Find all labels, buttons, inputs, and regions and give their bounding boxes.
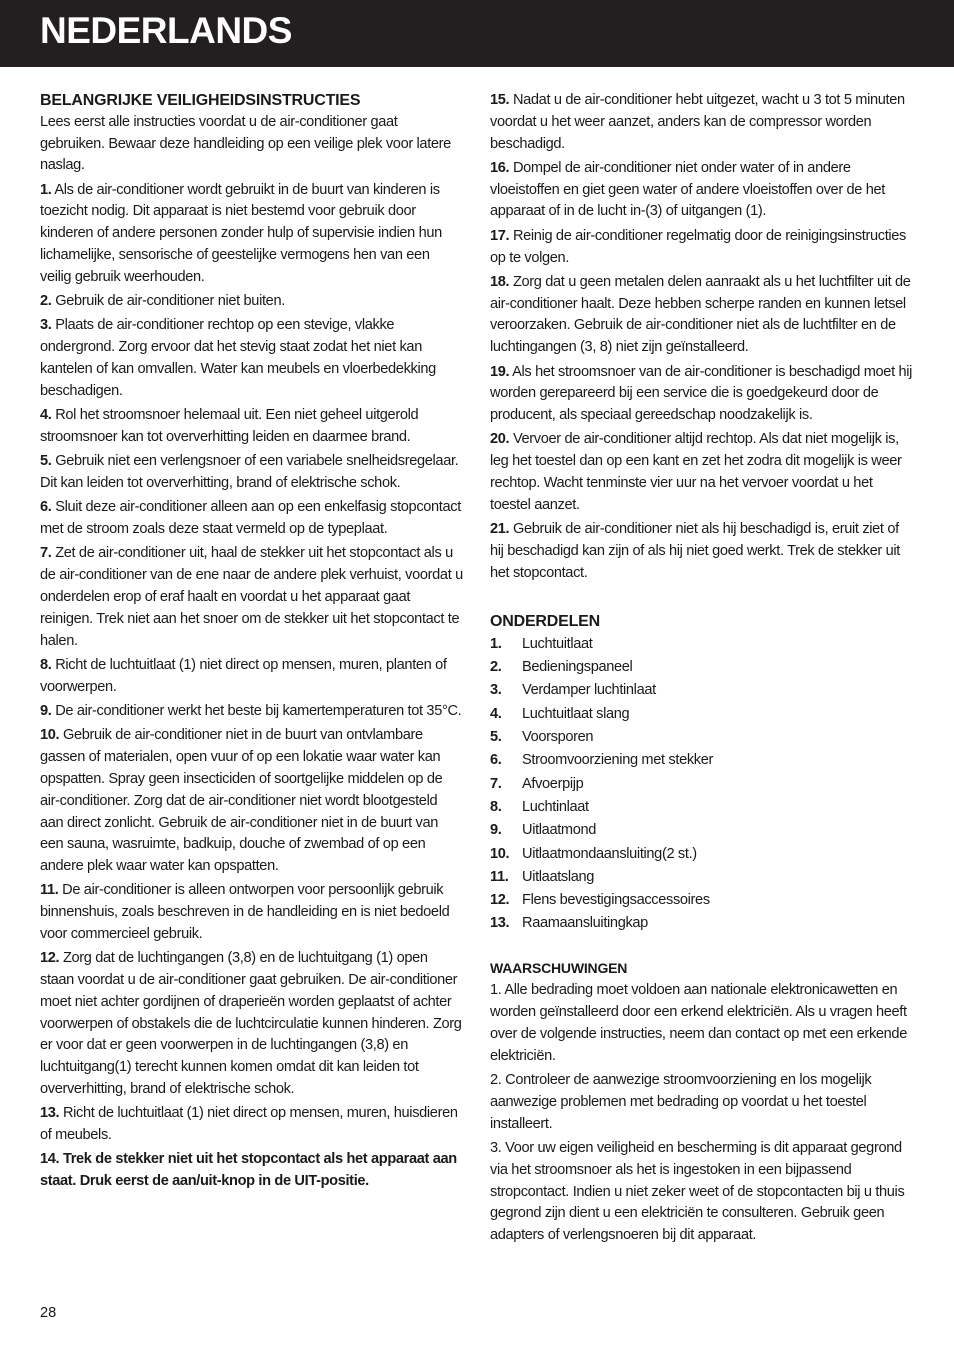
safety-item [40, 180, 464, 289]
part-label: Uitlaatslang [522, 868, 595, 885]
list-item [490, 889, 914, 912]
list-item [490, 866, 914, 889]
item-text: Vervoer de air-conditioner altijd rechtop. Als dat niet mogelijk is, leg het toestel dan op een kant en zet het zodra dit mogelijk is weer rechtop. Wacht tenminste vier uur na het vervoer voordat u het toestel aanzet. [490, 431, 902, 513]
safety-item [40, 725, 464, 878]
item-number: 17. [490, 227, 510, 244]
part-number: 1. [490, 635, 502, 652]
list-item [490, 703, 914, 726]
item-number: 2. [40, 293, 52, 310]
part-label: Afvoerpijp [522, 775, 584, 792]
warnings-heading: WAARSCHUWINGEN [490, 959, 628, 976]
item-text: De air-conditioner werkt het beste bij kamertemperaturen tot 35°C. [51, 703, 462, 720]
item-number: 6. [40, 499, 52, 516]
list-item [490, 843, 914, 866]
item-text: Zet de air-conditioner uit, haal de stekker uit het stopcontact als u de air-conditioner van de ene naar de andere plek verhuist, voordat u onderdelen erop of eraf haalt en voordat u het apparaat gaat reinigen. Trek niet aan het snoer om de stekker uit het stopcontact te halen. [40, 545, 463, 649]
item-text: Gebruik de air-conditioner niet als hij beschadigd is, eruit ziet of hij beschadigd kan zijn of als hij niet goed werkt. Trek de stekker uit het stopcontact. [490, 521, 900, 581]
part-number: 5. [490, 729, 502, 746]
part-number: 4. [490, 705, 502, 722]
safety-item [40, 880, 464, 945]
part-number: 2. [490, 659, 502, 676]
right-column [490, 90, 914, 1250]
safety-item-warning [40, 1149, 464, 1193]
item-text: Zorg dat de luchtingangen (3,8) en de luchtuitgang (1) open staan voordat u de air-conditioner gaat gebruiken. De air-conditioner moet niet achter gordijnen of draperieën worden geplaatst of achter voorwerpen of obstakels die de luchtcirculatie kunnen hinderen. Zorg er voor dat er geen voorwerpen in de luchtingangen (3,8) en luchtuitgang(1) terecht kunnen komen omdat dit kan leiden tot oververhitting, brand of elektrische schok. [40, 950, 462, 1098]
item-number: 11. [40, 882, 59, 899]
safety-item [490, 519, 914, 584]
safety-item [40, 497, 464, 541]
part-label: Stroomvoorziening met stekker [522, 752, 713, 769]
page-number: 28 [40, 1305, 57, 1321]
item-text: Rol het stroomsnoer helemaal uit. Een niet geheel uitgerold stroomsnoer kan tot oververhitting leiden en daarmee brand. [40, 407, 419, 445]
item-number: 5. [40, 453, 52, 470]
safety-item [40, 1103, 464, 1147]
item-text: Zorg dat u geen metalen delen aanraakt als u het luchtfilter uit de air-conditioner haalt. Deze hebben scherpe randen en kunnen letsel veroorzaken. Gebruik de air-conditioner niet als de luchtfilter en de luchtingangen (3, 8) niet zijn geïnstalleerd. [490, 273, 911, 356]
safety-item [40, 655, 464, 699]
part-label: Raamaansluitingkap [522, 915, 648, 932]
part-number: 11. [490, 868, 509, 885]
left-column [40, 90, 464, 1196]
item-text: Als het stroomsnoer van de air-conditioner is beschadigd moet hij worden gerepareerd bij een service die is goedgekeurd door de producent, als speciaal gereedschap noodzakelijk is. [490, 363, 913, 424]
item-text: Gebruik de air-conditioner niet in de buurt van ontvlambare gassen of materialen, open vuur of op een lokatie waar water kan opspatten. Spray geen insecticiden of soortgelijke middelen op de air-conditioner. Zorg dat de air-conditioner niet wordt blootgesteld aan direct zonlicht. Gebruik de air-conditioner niet in de buurt van een sauna, wasruimte, badkuip, douche of zwembad of op een andere plek waar water kan opspatten. [40, 727, 443, 875]
list-item [490, 633, 914, 656]
safety-item [490, 226, 914, 270]
item-text: Dompel de air-conditioner niet onder water of in andere vloeistoffen en giet geen water of andere vloeistoffen over de het apparaat of in de lucht in-(3) of uitgangen (1). [490, 159, 886, 220]
item-text: Nadat u de air-conditioner hebt uitgezet, wacht u 3 tot 5 minuten voordat u het weer aanzet, anders kan de compressor worden beschadigd. [490, 92, 905, 152]
part-number: 10. [490, 845, 510, 862]
list-item [490, 656, 914, 679]
part-number: 6. [490, 752, 502, 769]
warning-item: 3. Voor uw eigen veiligheid en bescherming is dit apparaat gegrond via het stroomsnoer als het is ingestoken in een bijpassend stropcontact. Indien u niet zeker weet of de stopcontacten bij u thuis gegrond zijn dient u een elektriciën te consulteren. Gebruik geen adapters of verlengsnoeren bij dit apparaat. [490, 1140, 905, 1244]
item-text: Sluit deze air-conditioner alleen aan op een enkelfasig stopcontact met de stroom zoals deze staat vermeld op de typeplaat. [40, 499, 461, 538]
safety-item [40, 451, 464, 495]
safety-item [490, 362, 914, 427]
part-label: Bedieningspaneel [522, 659, 633, 676]
list-item [490, 679, 914, 702]
part-number: 8. [490, 798, 502, 815]
part-label: Luchtinlaat [522, 798, 589, 815]
part-label: Verdamper luchtinlaat [522, 682, 656, 699]
item-number: 18. [490, 273, 510, 290]
part-number: 3. [490, 682, 502, 699]
item-number: 14. [40, 1151, 60, 1168]
item-number: 20. [490, 431, 510, 448]
part-number: 7. [490, 775, 502, 792]
item-number: 19. [490, 363, 510, 380]
item-text: Reinig de air-conditioner regelmatig door de reinigingsinstructies op te volgen. [490, 227, 906, 266]
safety-intro: Lees eerst alle instructies voordat u de air-conditioner gaat gebruiken. Bewaar deze handleiding op een veilige plek voor latere naslag. [40, 113, 451, 174]
item-number: 4. [40, 407, 52, 424]
item-number: 1. [40, 181, 52, 198]
list-item [490, 912, 914, 935]
item-text: Richt de luchtuitlaat (1) niet direct op mensen, muren, planten of voorwerpen. [40, 656, 447, 695]
item-text: Trek de stekker niet uit het stopcontact als het apparaat aan staat. Druk eerst de aan/uit-knop in de UIT-positie. [40, 1151, 457, 1190]
item-number: 10. [40, 727, 60, 744]
item-number: 13. [40, 1105, 60, 1122]
part-number: 12. [490, 892, 510, 909]
item-number: 9. [40, 703, 52, 720]
item-number: 16. [490, 159, 510, 176]
item-text: De air-conditioner is alleen ontworpen voor persoonlijk gebruik binnenshuis, zoals beschreven in de handleiding en is niet bedoeld voor commercieel gebruik. [40, 882, 450, 942]
item-number: 15. [490, 92, 510, 108]
part-label: Uitlaatmondaansluiting(2 st.) [522, 845, 697, 862]
item-text: Gebruik niet een verlengsnoer of een variabele snelheidsregelaar. Dit kan leiden tot oververhitting, brand of elektrische schok. [40, 453, 459, 492]
safety-item [40, 948, 464, 1101]
safety-item [490, 272, 914, 359]
warning-item: 1. Alle bedrading moet voldoen aan nationale elektronicawetten en worden geïnstalleerd door een erkend elektriciën. Als u vragen heeft over de volgende instructies, neem dan contact op met een erkende elektriciën. [490, 982, 907, 1064]
item-number: 8. [40, 656, 52, 673]
safety-item [40, 701, 464, 723]
item-number: 7. [40, 545, 52, 562]
safety-item [490, 429, 914, 516]
item-text: Gebruik de air-conditioner niet buiten. [51, 293, 285, 310]
item-number: 12. [40, 950, 60, 967]
item-text: Richt de luchtuitlaat (1) niet direct op mensen, muren, huisdieren of meubels. [40, 1105, 458, 1144]
part-label: Luchtuitlaat [522, 635, 593, 652]
part-label: Flens bevestigingsaccessoires [522, 892, 710, 909]
item-text: Plaats de air-conditioner rechtop op een stevige, vlakke ondergrond. Zorg ervoor dat het stevig staat zodat het niet kan kantelen of kan omvallen. Water kan meubels en vloerbedekking beschadigen. [40, 317, 436, 399]
safety-item [40, 405, 464, 449]
part-label: Luchtuitlaat slang [522, 705, 630, 722]
parts-heading: ONDERDELEN [490, 613, 601, 631]
list-item [490, 749, 914, 772]
page-title: NEDERLANDS [40, 10, 292, 51]
item-text: Als de air-conditioner wordt gebruikt in de buurt van kinderen is toezicht nodig. Dit apparaat is niet bestemd voor gebruik door kinderen of andere personen zonder hulp of supervisie indien hun lichamelijke, sensorische of geestelijke vermogens hen van een veilig gebruik weerhouden. [40, 181, 442, 285]
safety-heading: BELANGRIJKE VEILIGHEIDSINSTRUCTIES [40, 92, 361, 109]
safety-item [40, 291, 464, 313]
part-label: Uitlaatmond [522, 822, 597, 839]
list-item [490, 819, 914, 842]
list-item [490, 773, 914, 796]
part-number: 13. [490, 915, 510, 932]
warning-item: 2. Controleer de aanwezige stroomvoorziening en los mogelijk aanwezige problemen met bedrading op voordat u het toestel installeert. [490, 1072, 872, 1132]
list-item [490, 796, 914, 819]
item-number: 21. [490, 521, 510, 538]
safety-item [490, 158, 914, 223]
item-number: 3. [40, 317, 52, 334]
list-item [490, 726, 914, 749]
safety-item [40, 315, 464, 402]
part-label: Voorsporen [522, 729, 594, 746]
page-header [0, 0, 954, 67]
safety-item [490, 90, 914, 155]
parts-list [490, 633, 914, 936]
part-number: 9. [490, 822, 502, 839]
safety-item [40, 543, 464, 652]
